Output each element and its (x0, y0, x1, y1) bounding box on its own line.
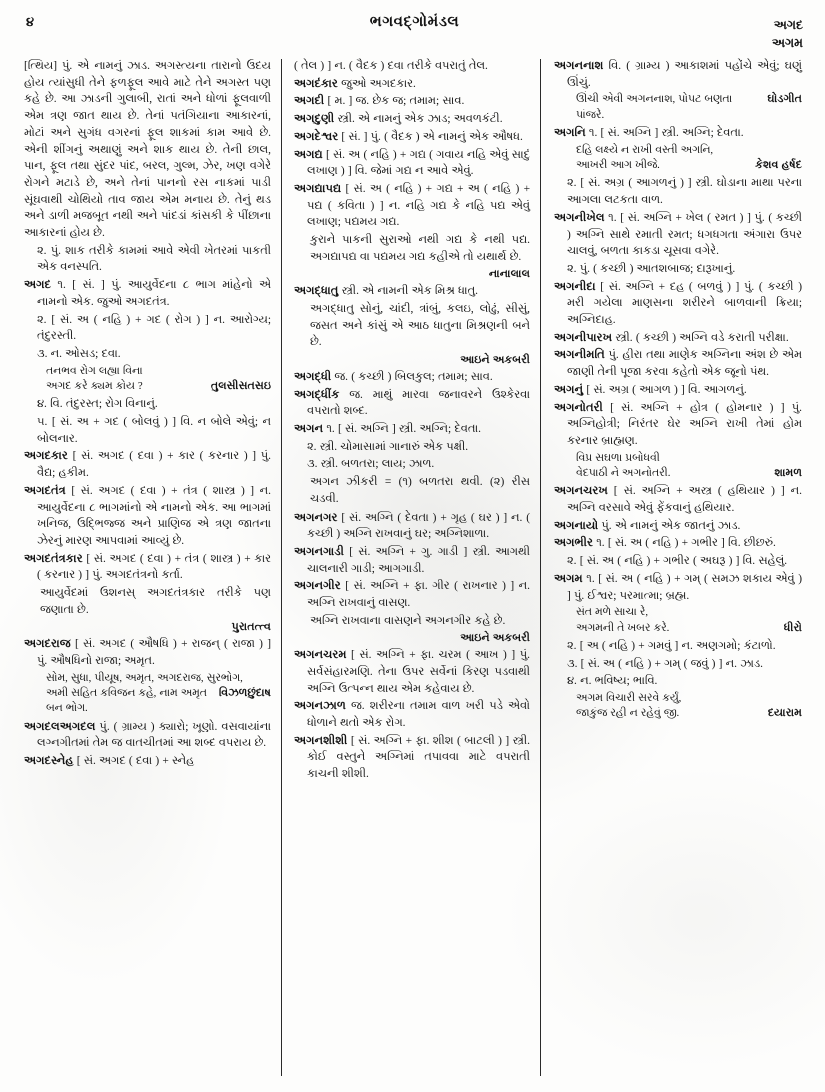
dictionary-entry (294, 647, 530, 697)
citation-last-line-row (576, 621, 802, 636)
citation-source: પુરાતત્ત્વ (231, 621, 271, 634)
entry-headword: અગદસ્નેહ (24, 755, 74, 768)
entry-sense: ૨. પું. શાક તરીકે કામમાં આવે એવી ખેતરમાં પાકતી એક વનસ્પતિ. (37, 244, 271, 274)
entry-definition: [ સં. અ ( નહિ ) + ગદ્ય + અ ( નહિ ) + પદ્ય ( કવિતા ) ] ન. નહિ ગદ્ય કે નહિ પદ્ય એવું લખાણ; પદ્યમય ગદ્ય. (307, 182, 530, 229)
entry-sense: ૪. ન. ભવિષ્ય; ભાવિ. (567, 675, 658, 688)
note-text: અગન ઝીકરી = (૧) બળતરા થવી. (૨) રીસ ચડવી. (310, 476, 530, 505)
entry-headword: અગનચરમ (294, 649, 347, 662)
column-2 (283, 58, 540, 1078)
dictionary-entry (294, 578, 530, 611)
dictionary-entry (554, 210, 802, 260)
citation-line: ઊંચી એવી અગનનાશ, પોપટ બણતા પાંજરે. (576, 93, 733, 121)
entry-definition: [ સં. અગ્નિ + ફા. શીશ ( બાટલી ) ] સ્ત્રી. કોઈ વસ્તુને અગ્નિમાં તપાવવા માટે વપરાતી કાચની શીશી. (307, 734, 530, 781)
dictionary-entry (294, 510, 530, 543)
citation-last-line-row (576, 158, 802, 173)
entry-sense: ૫. [ સં. અ + ગદ ( બોલવું ) ] વિ. ન બોલે એવું; ન બોલનાર. (37, 416, 271, 445)
entry-headword: અગદતંત્રકાર (24, 552, 83, 565)
entry-headword: અગદ્ય (294, 148, 323, 161)
dictionary-entry (294, 369, 530, 386)
citation-line: તનભવ રોગ લહ્યા વિના (46, 364, 143, 377)
dictionary-entry (24, 277, 271, 310)
entry-definition: પું. હીરા તથા માણેક અગ્નિના અંશ છે એમ જાણી તેની પૂજા કરવા કહેતો એક જૂનો પંથ. (567, 349, 802, 379)
dictionary-entry (294, 698, 530, 731)
entry-headword: અગનગાડી (294, 545, 344, 558)
entry-headword: અગનાયો (554, 519, 599, 532)
entry-citation (24, 364, 271, 395)
dictionary-entry (554, 518, 802, 535)
entry-definition: ૧. [ સં. અગ્નિ ] સ્ત્રી. અગ્નિ; દેવતા. (323, 422, 482, 435)
dictionary-entry (294, 733, 530, 783)
citation-line: અમી સહિત કવિજન કહે, નામ અમૃત બન ભોગ. (46, 687, 207, 715)
citation-source: આઇને અકબરી (460, 354, 530, 367)
entry-definition: [ સં. ] પું. ( વૈદક ) એ નામનું એક ઔષધ. (338, 130, 523, 143)
citation-last-line-row (46, 379, 271, 394)
dictionary-entry (554, 400, 802, 450)
dictionary-entry (24, 753, 271, 770)
entry-definition: જુઓ અગદકાર. (337, 77, 416, 90)
entry-note (294, 613, 530, 630)
note-text: અગદ્ધાતુ સોનું, ચાંદી, ત્રાંબું, કલઇ, લોઢું, સીસું, જસત અને કાંસું એ આઠ ધાતુના મિશ્રણની બને છે. (310, 302, 530, 349)
citation-source: તુલસીસતસઇ (210, 379, 271, 392)
entry-definition: [ સં. અગ્નિ + ફા. ચરમ ( આખ ) ] પું. સર્વસંહારમણિ. તેના ઉપર સર્વેનાં કિરણ પડવાથી અગ્નિ ઉત્પન્ન થાય એમ કહેવાય છે. (307, 649, 530, 695)
entry-headword: અગદરાજ (24, 638, 71, 651)
entry-definition: [ સં. અગદ ( ઔષધિ ) + રાજન્ ( રાજા ) ] પું. ઔષધિનો રાજા; અમૃત. (37, 638, 271, 667)
dictionary-entry (554, 535, 802, 552)
entry-headword: અગનોતરી (554, 401, 603, 414)
entry-definition: [ સં. અગ્નિ + અસ્ત્ર ( હથિયાર ) ] ન. અગ્નિ વરસાવે એવું ફેંકવાનું હથિયાર. (567, 485, 802, 515)
citation-line: સંત મળે સાચા રે, (576, 606, 649, 619)
entry-definition: [ સં. અગ્નિ + ફા. ગીર ( રાખનાર ) ] ન. અગ્નિ રાખવાનું વાસણ. (307, 580, 530, 610)
citation-source: શામળ (774, 467, 802, 479)
entry-headword: અગદ્યાપદ્ય (294, 182, 342, 195)
entry-sense: ૨. [ સં. અ ( નહિ ) + ગભીર ( અઘરૂ ) ] વિ. સહેલું. (567, 555, 788, 568)
entry-sense: ૨. [ અ ( નહિ ) + ગમવું ] ન. અણગમો; કંટાળો. (567, 639, 776, 652)
entry-headword: અગદતંત્ર (24, 484, 66, 497)
citation-line: અગમ વિચારી સરવે કર્યું, (576, 692, 682, 705)
entry-headword: અગનગીર (294, 580, 341, 593)
entry-definition: [ સં. અગદ ( દવા ) + સ્નેહ (73, 755, 195, 768)
entry-definition: [ સં. અગ્નિ + હોત્ર ( હોમનાર ) ] પું. અગ્નિહોત્રી; નિરંતર ઘેર અગ્નિ રાખી તેમાં હોમ કરનાર બ્રાહ્મણ. (567, 401, 802, 447)
citation-line: જાકુંજ રહી ન રહેવું જી. (576, 707, 680, 720)
dictionary-entry (554, 571, 802, 604)
entry-headword: અગનચરખ (554, 485, 608, 498)
entry-headword: અગદેશ્વર (294, 130, 339, 143)
dictionary-entry (24, 551, 271, 584)
entry-definition: વિ. ( ગ્રામ્ય ) આકાશમાં પહોંચે એવું; ઘણું ઊંચું. (567, 60, 802, 89)
entry-definition: ૧. [ સં. અગ્નિ ] સ્ત્રી. અગ્નિ; દેવતા. (585, 127, 744, 140)
entry-headword: અગનઝાળ (294, 700, 346, 713)
entry-definition: [ સં. અગદ ( દવા ) + તંત્ર ( શાસ્ત્ર ) ] ન. આયુર્વેદના ૮ ભાગમાંનો એ નામનો એક. આ ભાગમાં ખનિજ, ઉદ્ભિજ્જ અને પ્રાણિજ એ ત્રણ જાતના ઝેરનું મારણ આપવામાં આવ્યું છે. (37, 484, 271, 547)
entry-definition: [ મ. ] જ. છેક જ; તમામ; સાવ. (324, 95, 465, 108)
entry-sense: ૨. [ સં. અ ( નહિ ) + ગદ ( રોગ ) ] ન. આરોગ્ય; તંદુરસ્તી. (37, 313, 271, 343)
entry-definition: [ સં. અગદ ( દવા ) + તંત્ર ( શાસ્ત્ર ) + કાર ( કરનાર ) ] પું. અગદતંત્રનો કર્તા. (37, 552, 271, 582)
dictionary-entry (294, 387, 530, 420)
dictionary-entry (294, 421, 530, 438)
entry-headword: અગનશીશી (294, 734, 348, 747)
entry-citation (554, 451, 802, 482)
note-text: કુરાને પાકની સુરાઓ નથી ગદ્ય કે નથી પદ્ય. અગદ્યાપદ્ય વા પદ્યમય ગદ્ય કહીએ તો યથાર્થ છે. (310, 234, 530, 263)
citation-last-line-row (46, 686, 271, 717)
citation-source: ધીરો (783, 621, 802, 634)
dictionary-entry (24, 448, 271, 481)
entry-sense: ૨. સ્ત્રી. ચોમાસામાં ગાનારું એક પક્ષી. (307, 440, 469, 453)
dictionary-entry (24, 483, 271, 550)
entry-continuation: ( તેલ ) ] ન. ( વૈદક ) દવા તરીકે વપરાતું તેલ. (294, 60, 488, 72)
entry-headword: અગનીદા (554, 280, 596, 293)
entry-headword: અગનિ (554, 127, 586, 140)
entry-definition: [ સં. અગદ ( દવા ) + કાર ( કરનાર ) ] પું. વૈદ્ય; હકીમ. (37, 450, 271, 480)
entry-continuation: [ત્થિય] પું. એ નામનું ઝાડ. અગસ્ત્યના તારાનો ઉદય હોય ત્યાંસુધી તેને ફળફૂલ આવે માટે તેને અગસ્ત પણ કહે છે. આ ઝાડની ગુલાબી, રાતાં અને ધોળાં ફૂલવાળી એમ ત્રણ જાત થાય છે. તેનાં પતંગિયાના આકારનાં, મોટાં અને સુગંધ વગરનાં ફૂલ શાકમાં કામ આવે છે. એની શીંગનું અથાણું અને શાક થાય છે. તેની છાલ, પાન, ફૂલ તથા સુંદર પાંદ, બરલ, ગુલ્મ, ઝેર, ખણ વગેરે રોગને મટાડે છે, અને તેનાં પાનનો રસ નાકમાં પાડી સૂંઘવાથી ચોથિયો તાવ જાય એમ મનાય છે. તેનું થડ અને ડાળી મજબૂત નથી અને પાંદડાં કાંસકી કે પીંછાના આકારનાં હોય છે. (24, 60, 271, 240)
citation-source: દયારામ (767, 707, 802, 720)
dictionary-entry (554, 347, 802, 380)
guide-word-last: અગમ (771, 36, 803, 51)
citation-last-line-row (576, 706, 802, 721)
entry-headword: અગનનાશ (554, 60, 604, 72)
citation-source: નાનાલાલ (488, 268, 530, 281)
entry-citation (24, 671, 271, 717)
entry-headword: અગદ્ધીંક (294, 388, 340, 401)
entry-definition: [ સં. અગ્નિ + ગુ. ગાડી ] સ્ત્રી. આગથી ચાલનારી ગાડી; આગગાડી. (307, 545, 530, 575)
dictionary-entry (554, 58, 802, 91)
dictionary-entry (554, 483, 802, 516)
entry-headword: અગદ્ધાતુ (294, 285, 339, 298)
entry-definition: જ. માથું મારવા જનાવરને ઉશ્કેરવા વપરાતો શબ્દ. (307, 388, 530, 418)
entry-definition: [ સં. અગ્નિ ( દેવતા ) + ગૃહ ( ઘર ) ] ન. ( કચ્છી ) અગ્નિ રાખવાનું ઘર; અગ્નિશાળા. (307, 511, 530, 541)
citation-line: વિપ્ર સઘળા પ્રબોધવી (576, 451, 660, 464)
dictionary-entry (554, 382, 802, 399)
entry-definition: સ્ત્રી. ( કચ્છી ) અગ્નિ વડે કરાતી પરીક્ષા. (612, 331, 789, 344)
dictionary-entry (294, 111, 530, 128)
dictionary-entry (294, 93, 530, 110)
citation-line: આખરી આગ ખીજે. (576, 159, 660, 172)
entry-definition: [ સં. અ ( નહિ ) + ગદ્ય ( ગવાય નહિ એવું સાદું લખાણ ) ] વિ. જેમાં ગદ્ય ન આવે એવું. (307, 148, 530, 178)
entry-definition: ૧. [ સં. ] પું. આયુર્વેદના ૮ ભાગ માંહેનો એ નામનો એક. જુઓ અગદતંત્ર. (37, 279, 271, 308)
entry-definition: ૧. [ સં. અગ્નિ + ખેલ ( રમત ) ] પું. ( કચ્છી ) અગ્નિ સાથે રમાતી રમત; ધગધગતા અંગારા ઉપર ચાલવું, બળતા કાકડા ચૂસવા વગેરે. (567, 211, 802, 258)
entry-note (24, 585, 271, 618)
entry-headword: અગદુણી (294, 113, 335, 126)
column-3 (542, 58, 802, 1078)
entry-headword: અગદકાર (24, 450, 68, 463)
entry-headword: અગદંકાર (294, 77, 338, 90)
entry-citation (554, 605, 802, 636)
entry-headword: અગનું (554, 383, 584, 396)
entry-definition: ૧. [ સં. અ ( નહિ ) + ગમ્ ( સમઝ શકાય એવું ) ] પું. ઈશ્વર; પરમાત્મા; બ્રહ્મ. (567, 572, 802, 602)
entry-headword: અગદ્ધી (294, 370, 332, 383)
citation-line: સોમ, સુધા, પીયૂષ, અમૃત, અગદરાજ, સુરભોગ, (46, 671, 243, 684)
citation-line: વેદપાઠી ને અગનોતરી. (576, 467, 671, 479)
entry-headword: અગનીમતિ (554, 349, 605, 362)
citation-line: અગદ કરે ક્યમ કોય ? (46, 379, 143, 392)
entry-headword: અગનીપારખ (554, 331, 613, 344)
dictionary-entry (294, 129, 530, 146)
citation-last-line-row (576, 466, 802, 481)
entry-sense: ૪. વિ. તંદુરસ્ત; રોગ વિનાનું. (37, 398, 158, 411)
dictionary-entry (294, 147, 530, 180)
running-head (26, 14, 803, 56)
entry-definition: જ. ( કચ્છી ) બિલકુલ; તમામ; સાવ. (331, 370, 493, 383)
dictionary-entry (294, 283, 530, 300)
column-1 (24, 58, 281, 1078)
book-title: ભગવદ્ગોમંડલ (369, 14, 460, 30)
dictionary-entry (554, 330, 802, 347)
entry-note (294, 474, 530, 507)
citation-source: વિઝળછુંદાષ (218, 687, 271, 699)
entry-headword: અગનગર (294, 511, 338, 524)
entry-citation (554, 92, 802, 123)
entry-headword: અગન (294, 422, 324, 435)
citation-line: દહિ લક્ષ્યે ન રાખી વસ્તી અગનિ, (576, 143, 714, 156)
citation-source: આઇને અકબરી (460, 632, 530, 645)
dictionary-entry (554, 125, 802, 142)
entry-definition: ૧. [ સં. અ ( નહિ ) + ગભીર ] વિ. છીછરું. (593, 537, 776, 550)
entry-definition: પું. એ નામનું એક જાતનું ઝાડ. (598, 519, 741, 532)
citation-last-line-row (576, 92, 802, 123)
entry-citation (554, 143, 802, 174)
entry-sense: ૩. સ્ત્રી. બળતરા; લાય; ઝાળ. (307, 458, 435, 471)
dictionary-entry (294, 76, 530, 93)
entry-definition: સ્ત્રી. એ નામની એક મિશ્ર ધાતુ. (338, 285, 478, 298)
entry-headword: અગભીર (554, 537, 593, 550)
guide-word-first: અગદ (773, 18, 803, 32)
note-text: અગ્નિ રાખવાના વાસણને અગનગીર કહે છે. (310, 614, 506, 627)
page-number: ૪ (26, 14, 35, 29)
citation-source: ઘોડગીત (767, 93, 802, 106)
column-container (24, 58, 807, 1078)
entry-headword: અગદ (24, 279, 51, 292)
entry-sense: ૩. ન. ઓસડ; દવા. (37, 347, 121, 360)
entry-definition: [ સં. અગ્નિ + દહ ( બળવું ) ] પું. ( કચ્છી ) મરી ગયેલા માણસના શરીરને બાળવાની ક્રિયા; અગ્નિદાહ. (567, 280, 802, 327)
entry-headword: અગદી (294, 95, 325, 108)
citation-line: અગમની તે ખબર કરે. (576, 621, 670, 634)
dictionary-entry (24, 636, 271, 669)
entry-sense: ૨. [ સં. અગ્ર ( આગળનું ) ] સ્ત્રી. ઘોડાના માથા પરના આગલા લટકતા વાળ. (567, 177, 802, 207)
entry-headword: અગમ (554, 572, 583, 585)
guide-words (772, 16, 803, 52)
citation-source: કેશવ હર્ષદ (755, 159, 802, 172)
entry-headword: અગનીખેલ (554, 211, 605, 224)
entry-note (294, 232, 530, 265)
entry-sense: ૨. પું. ( કચ્છી ) આતશબાજ; દારૂખાનું. (567, 262, 736, 275)
dictionary-entry (294, 544, 530, 577)
entry-citation (554, 691, 802, 722)
entry-definition: પું. ( ગ્રામ્ય ) ક્યારો; ખૂણો. વસવાયાંના લગ્નગીતમાં તેમ જ વાતચીતમાં આ શબ્દ વપરાય છે. (37, 720, 271, 750)
dictionary-entry (294, 181, 530, 231)
entry-definition: [ સં. અગ્ર ( આગળ ) ] વિ. આગળનું. (583, 383, 747, 396)
dictionary-entry (24, 719, 271, 752)
dictionary-entry (554, 279, 802, 329)
entry-definition: સ્ત્રી. એ નામનું એક ઝાડ; અવળકંટી. (334, 113, 503, 126)
entry-note (294, 301, 530, 351)
entry-definition: જ. શરીરના તમામ વાળ ખરી પડે એવો ધોળાને થતો એક રોગ. (307, 700, 530, 730)
entry-headword: અગદલઅગદલ (24, 720, 96, 733)
entry-sense: ૩. [ સં. અ ( નહિ ) + ગમ્ ( જવું ) ] ન. ઝાડ. (567, 657, 763, 670)
note-text: આયુર્વેદમાં ઉશનસ્ અગદતંત્રકાર તરીકે પણ જણાતા છે. (40, 587, 271, 616)
